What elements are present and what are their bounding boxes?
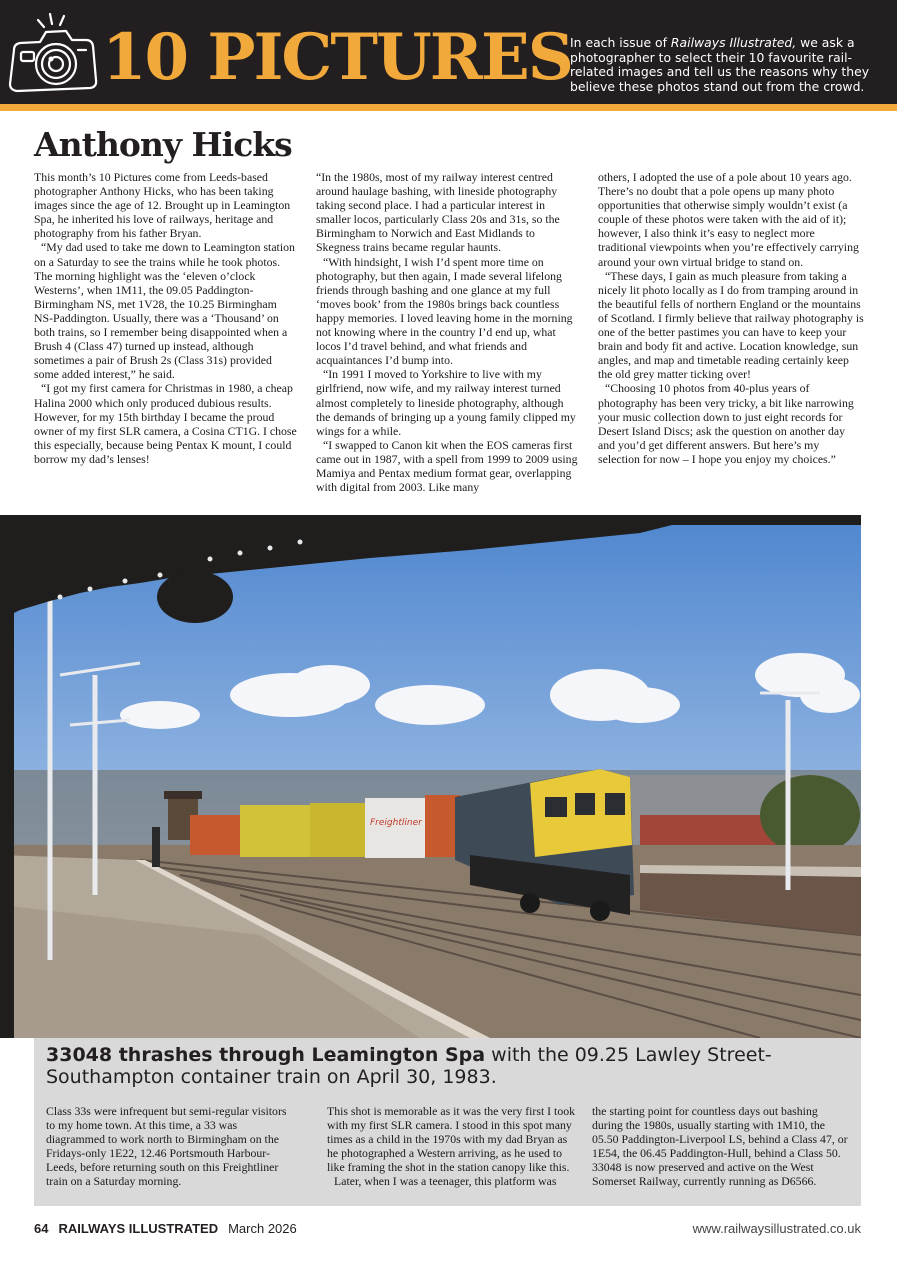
- person: [152, 827, 160, 867]
- article-column-3: [598, 170, 864, 466]
- paragraph: Later, when I was a teenager, this platform was: [334, 1174, 557, 1189]
- featured-photo: [0, 515, 861, 1038]
- paragraph: “In 1991 I moved to Yorkshire to live with my girlfriend, now wife, and my railway interest turned almost completely to lineside photography, although the demands of bringing up a young family clipped my wings for a while.: [316, 367, 576, 438]
- footer-folio: [34, 1220, 297, 1238]
- paragraph: “In the 1980s, most of my railway interest centred around haulage bashing, with lineside photography taking second place. I had a particular interest in smaller locos, particularly Class 20s and 31s, so the Birmingham to Norwich and East Midlands to Skegness trains became regular haunts.: [316, 170, 560, 255]
- issue-date: March 2026: [228, 1221, 297, 1236]
- paragraph: “My dad used to take me down to Leamington station on a Saturday to see the trains while he took photos. The morning highlight was the ‘eleven o’clock Westerns’, when 1M11, the 09.05 Paddington-Birmingham NS, met 1V28, the 10.25 Birmingham NS-Paddington. Usually, there was a ‘Thousand’ on both trains, so I remember being disappointed when a Brush 4 (Class 47) turned up instead, although sometimes a pair of Brush 2s (Class 31s) provided some added interest,” he said.: [34, 240, 295, 382]
- page-number: 64: [34, 1221, 49, 1236]
- article-column-1: [34, 170, 298, 466]
- paragraph: This month’s 10 Pictures come from Leeds-based photographer Anthony Hicks, who has been taking images since the age of 12. Brought up in Leamington Spa, he inherited his love of railways, heritage and photography from his father Bryan.: [34, 170, 291, 241]
- container-label: Freightliner: [370, 818, 422, 828]
- paragraph: others, I adopted the use of a pole about 10 years ago. There’s no doubt that a pole opens up many photo opportunities that otherwise simply wouldn’t exist (a couple of these photos were taken with the aid of it); however, I also think it’s easy to neglect more traditional viewpoints when you’re effectively carrying around your own virtual bridge to stand on.: [598, 170, 859, 269]
- camera-icon: [6, 12, 102, 98]
- paragraph: Class 33s were infrequent but semi-regular visitors to my home town. At this time, a 33 was diagrammed to work north to Birmingham on the Fridays-only 1E22, 12.46 Portsmouth Harbour-Leeds, before returning south on this Freightliner train on a Saturday morning.: [46, 1104, 287, 1189]
- section-title: 10 PICTURES: [102, 20, 572, 95]
- paragraph: “With hindsight, I wish I’d spent more time on photography, but then again, I made several lifelong friends through bashing and one glance at my full ‘moves book’ from the 1980s brings back countless happy memories. I loved leaving home in the morning not knowing where in the country I’d end up, what locos I’d travel behind, and what friends and acquaintances I’d bump into.: [316, 254, 573, 368]
- author-name: Anthony Hicks: [34, 125, 292, 164]
- page-header: [0, 0, 897, 104]
- photo-illustration: [0, 515, 861, 1038]
- paragraph: the starting point for countless days out bashing during the 1980s, usually starting with 1M10, the 05.50 Paddington-Liverpool LS, behind a Class 47, or 1E54, the 06.45 Paddington-Hull, behind a Class 50. 33048 is now preserved and active on the West Somerset Railway, currently running as D6566.: [592, 1104, 848, 1189]
- caption-column-3: [592, 1104, 850, 1189]
- paragraph: “These days, I gain as much pleasure from taking a nicely lit photo locally as I do from tramping around in the beautiful fells of northern England or the mountains of Scotland. I firmly believe that railway photography is one of the better pastimes you can have to keep your brain and body fit and active. Location knowledge, sun angles, and map and timetable reading certainly keep the old grey matter ticking over!: [598, 268, 864, 382]
- header-accent-stripe: [0, 104, 897, 111]
- article-column-2: [316, 170, 580, 494]
- caption-column-1: [46, 1104, 296, 1189]
- paragraph: “Choosing 10 photos from 40-plus years of photography has been very tricky, a bit like narrowing your music collection down to just eight records for Desert Island Discs; ask the question on another day and you’d get different answers. But here’s my selection for now – I hope you enjoy my choices.”: [598, 381, 854, 466]
- paragraph: “I swapped to Canon kit when the EOS cameras first came out in 1987, with a spell from 1999 to 2009 using Mamiya and Pentax medium format gear, overlapping with digital from 2003. Like many: [316, 437, 578, 495]
- website-link[interactable]: www.railwaysillustrated.co.uk: [692, 1221, 861, 1236]
- paragraph: “I got my first camera for Christmas in 1980, a cheap Halina 2000 which only produced dubious results. However, for my 15th birthday I became the proud owner of my first SLR camera, a Cosina CT1G. I chose this especially, because being Pentax K mount, I could borrow my dad’s lenses!: [34, 381, 297, 466]
- caption-headline: 33048 thrashes through Leamington Spa with the 09.25 Lawley Street-Southampton container train on April 30, 1983.: [46, 1044, 772, 1088]
- paragraph: This shot is memorable as it was the very first I took with my first SLR camera. I stood in this spot many times as a child in the 1970s with my dad Bryan as he photographed a Western arriving, as he used to like framing the shot in the station canopy like this.: [327, 1104, 576, 1175]
- section-intro: In each issue of Railways Illustrated, we ask a photographer to select their 10 favourite rail-related images and tell us the reasons why they believe these photos stand out from the crowd.: [570, 35, 870, 94]
- magazine-name: RAILWAYS ILLUSTRATED: [58, 1221, 219, 1236]
- photo-caption: [34, 1038, 861, 1206]
- caption-column-2: [327, 1104, 577, 1189]
